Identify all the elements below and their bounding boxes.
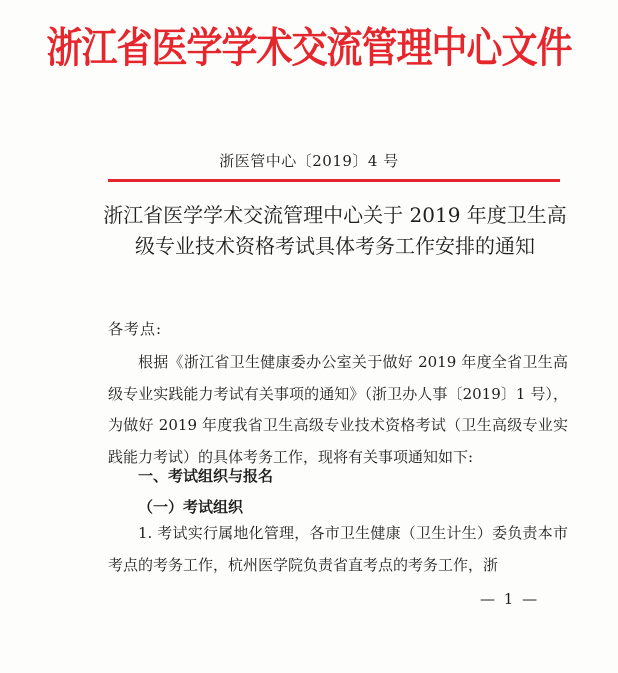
intro-paragraph: 根据《浙江省卫生健康委办公室关于做好 2019 年度全省卫生高级专业实践能力考试有关事项的通知》（浙卫办人事〔2019〕1 号），为做好 2019 年度我省卫生高级专业技术资格考试（卫生高级专业实践能力考试）的具体考务工作，现将有关事项通知如下: xyxy=(108,353,568,466)
document-number: 浙医管中心〔2019〕4 号 xyxy=(219,152,399,170)
subsection-heading: （一）考试组织 xyxy=(138,498,244,516)
page-number: — 1 — xyxy=(480,590,540,608)
red-divider xyxy=(108,179,560,182)
section-heading: 一、考试组织与报名 xyxy=(138,467,274,485)
addressee: 各考点: xyxy=(108,320,163,338)
document-title: 浙江省医学学术交流管理中心关于 2019 年度卫生高级专业技术资格考试具体考务工作安排的通知 xyxy=(103,203,567,258)
item-paragraph: 1. 考试实行属地化管理，各市卫生健康（卫生计生）委负责本市考点的考务工作，杭州医学院负责省直考点的考务工作，浙 xyxy=(108,524,568,574)
org-banner: 浙江省医学学术交流管理中心文件 xyxy=(46,25,572,73)
